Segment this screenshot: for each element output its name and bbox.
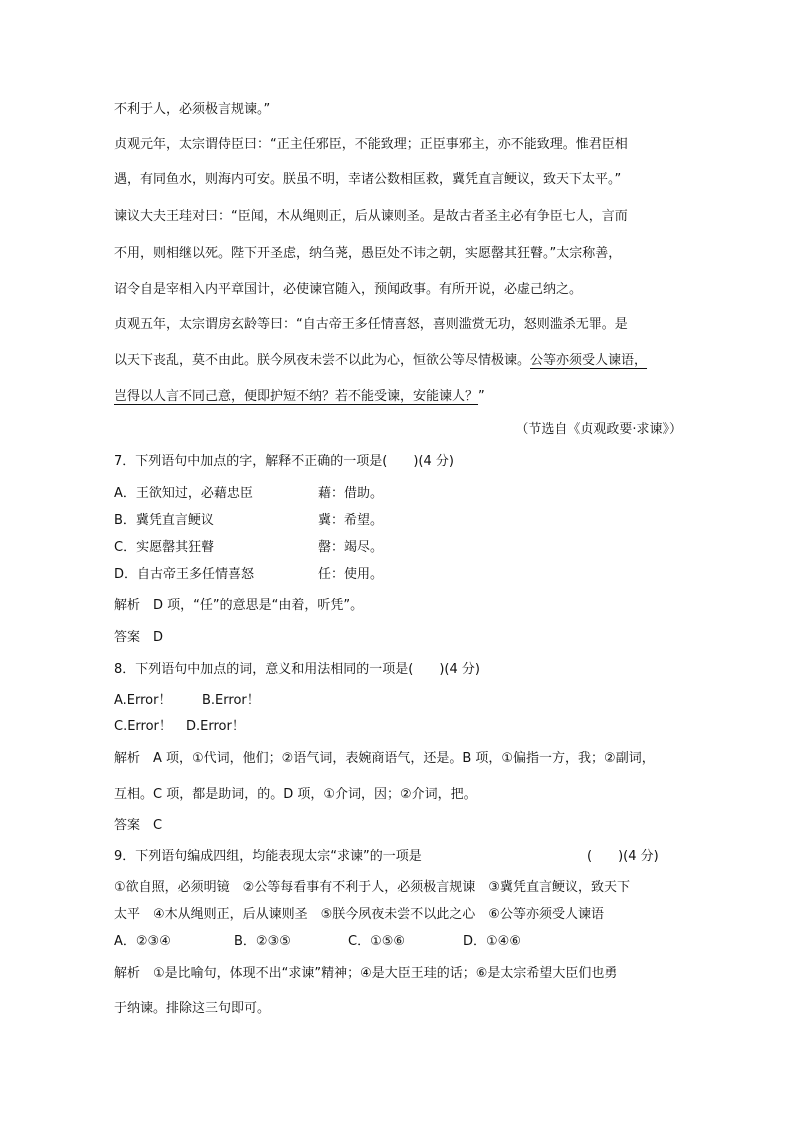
q8-option-d: D.Error！ bbox=[186, 719, 245, 734]
q9-option-d: D．①④⑥ bbox=[463, 934, 521, 949]
q8-answer: 答案 C bbox=[114, 818, 163, 833]
passage-line-3: 遇，有同鱼水，则海内可安。朕虽不明，幸诸公数相匡救，冀凭直言鲠议，致天下太平。” bbox=[114, 172, 622, 187]
q8-stem: 8．下列语句中加点的词，意义和用法相同的一项是( )(4 分) bbox=[114, 662, 480, 677]
passage-line-7: 贞观五年，太宗谓房玄龄等曰：“自古帝王多任情喜怒，喜则滥赏无功，怒则滥杀无罪。是 bbox=[114, 317, 628, 332]
q7-answer: 答案 D bbox=[114, 630, 164, 645]
q8-option-b: B.Error！ bbox=[202, 693, 260, 708]
underlined-sentence-part-2: 岂得以人言不同己意，便即护短不纳？若不能受谏，安能谏人？ bbox=[114, 389, 479, 404]
passage-source: （节选自《贞观政要·求谏》） bbox=[515, 422, 682, 437]
q8-option-c: C.Error！ bbox=[114, 719, 172, 734]
q9-analysis-line-2: 于纳谏。排除这三句即可。 bbox=[114, 1001, 271, 1016]
passage-line-8-text: 以天下丧乱，莫不由此。朕今夙夜未尝不以此为心，恒欲公等尽情极谏。 bbox=[114, 353, 531, 368]
q9-option-c: C．①⑤⑥ bbox=[348, 934, 406, 949]
q7-stem: 7．下列语句中加点的字，解释不正确的一项是( )(4 分) bbox=[114, 454, 454, 469]
q9-option-a: A．②③④ bbox=[114, 934, 171, 949]
q9-stem: 9．下列语句编成四组，均能表现太宗“求谏”的一项是 bbox=[114, 849, 422, 864]
q9-items-line-2: 太平 ④木从绳则正，后从谏则圣 ⑤朕今夙夜未尝不以此之心 ⑥公等亦须受人谏语 bbox=[114, 907, 604, 922]
passage-line-5: 不用，则相继以死。陛下开圣虑，纳刍荛，愚臣处不讳之朝，实愿罄其狂瞽。”太宗称善， bbox=[114, 246, 622, 261]
q7-option-a: A．王欲知过，必藉忠臣 bbox=[114, 486, 253, 501]
q9-items-line-1: ①欲自照，必须明镜 ②公等每看事有不利于人，必须极言规谏 ③冀凭直言鲠议，致天下 bbox=[114, 880, 630, 895]
passage-line-9-quote: ” bbox=[478, 389, 485, 404]
underlined-sentence-part-1: 公等亦须受人谏语， bbox=[530, 353, 648, 368]
q7-analysis: 解析 D 项，“任”的意思是“由着，听凭”。 bbox=[114, 598, 364, 613]
q8-analysis-line-1: 解析 A 项，①代词，他们；②语气词，表婉商语气，还是。B 项，①偏指一方，我；②副词， bbox=[114, 751, 655, 766]
passage-line-4: 谏议大夫王珪对曰：“臣闻，木从绳则正，后从谏则圣。是故古者圣主必有争臣七人，言而 bbox=[114, 209, 628, 224]
passage-line-2: 贞观元年，太宗谓侍臣曰：“正主任邪臣，不能致理；正臣事邪主，亦不能致理。惟君臣相 bbox=[114, 137, 628, 152]
passage-line-8 bbox=[114, 351, 647, 371]
q7-option-c-gloss: 罄：竭尽。 bbox=[318, 540, 384, 555]
q7-option-a-gloss: 藉：借助。 bbox=[318, 486, 384, 501]
q7-option-b: B．冀凭直言鲠议 bbox=[114, 513, 214, 528]
q7-option-d-gloss: 任：使用。 bbox=[318, 567, 384, 582]
q9-option-b: B．②③⑤ bbox=[234, 934, 291, 949]
q9-score: ( )(4 分) bbox=[587, 849, 659, 864]
q7-option-d: D．自古帝王多任情喜怒 bbox=[114, 567, 255, 582]
q8-analysis-line-2: 互相。C 项，都是助词，的。D 项，①介词，因；②介词，把。 bbox=[114, 787, 477, 802]
passage-line-1: 不利于人，必须极言规谏。” bbox=[114, 102, 271, 117]
q7-option-b-gloss: 冀：希望。 bbox=[318, 513, 384, 528]
q7-option-c: C．实愿罄其狂瞽 bbox=[114, 540, 215, 555]
q8-option-a: A.Error！ bbox=[114, 693, 172, 708]
passage-line-6: 诏令自是宰相入内平章国计，必使谏官随入，预闻政事。有所开说，必虚己纳之。 bbox=[114, 282, 583, 297]
q9-analysis-line-1: 解析 ①是比喻句，体现不出“求谏”精神；④是大臣王珪的话；⑥是太宗希望大臣们也勇 bbox=[114, 966, 618, 981]
passage-line-9 bbox=[114, 387, 485, 407]
